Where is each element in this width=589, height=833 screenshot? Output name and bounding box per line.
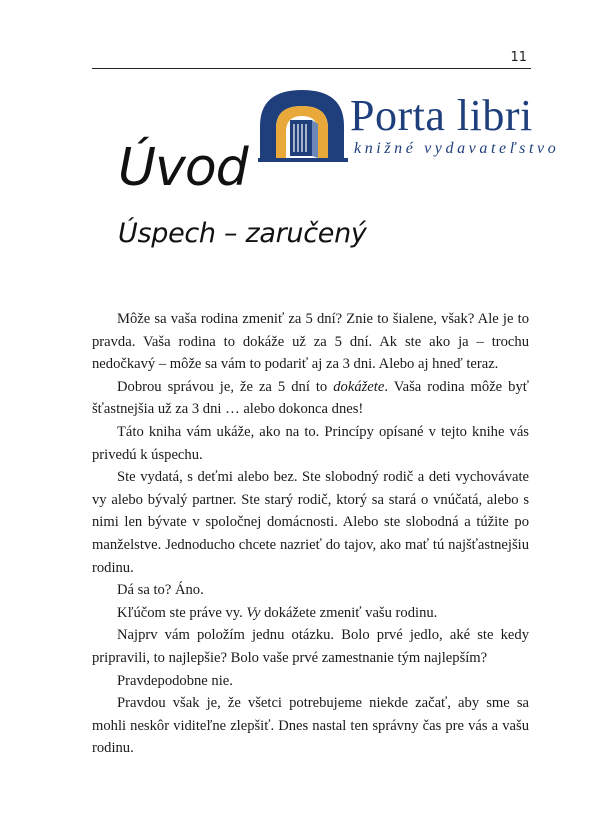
- paragraph: Táto kniha vám ukáže, ako na to. Princípy opísané v tejto knihe vás privedú k úspechu.: [92, 423, 529, 463]
- paragraph: Pravdou však je, že všetci potrebujeme niekde začať, aby sme sa mohli neskôr viditeľne zlepšiť. Dnes nastal ten správny čas pre vás a vašu rodinu.: [92, 695, 529, 757]
- page-number: 11: [510, 50, 527, 65]
- emphasis: Vy: [246, 604, 261, 621]
- publisher-logo: [258, 86, 563, 166]
- body-text: [92, 308, 529, 760]
- header-rule: [92, 68, 531, 69]
- paragraph: Najprv vám položím jednu otázku. Bolo prvé jedlo, aké ste kedy pripravili, to najlepšie? Bolo vaše prvé zamestnanie tým najlepším?: [92, 627, 529, 666]
- paragraph: Ste vydatá, s deťmi alebo bez. Ste slobodný rodič a deti vychovávate vy alebo bývalý partner. Ste starý rodič, ktorý sa stará o vnúčatá, alebo s nimi len bývate v spoločnej domácnosti. Alebo ste slobodná a túžite po manželstve. Jednoducho chcete nazrieť do tajov, ako mať tú najšťastnejšiu rodinu.: [92, 469, 529, 576]
- logo-tagline: knižné vydavateľstvo: [354, 140, 560, 157]
- paragraph: Môže sa vaša rodina zmeniť za 5 dní? Znie to šialene, však? Ale je to pravda. Vaša rodina to dokáže už za 5 dní. Ak ste ako ja – trochu nedočkavý – môže sa vám to podariť aj za 3 dni. Alebo aj hneď teraz.: [92, 311, 529, 373]
- chapter-subtitle: Úspech – zaručený: [118, 218, 367, 249]
- chapter-title: Úvod: [118, 138, 248, 198]
- logo-name: Porta libri: [350, 91, 533, 140]
- book-arch-icon: [258, 86, 350, 166]
- paragraph: Dá sa to? Áno.: [117, 582, 204, 599]
- paragraph: Dobrou správou je, že za 5 dní to dokážete. Vaša rodina môže byť šťastnejšia už za 3 dni … alebo dokonca dnes!: [92, 378, 529, 418]
- paragraph: Kľúčom ste práve vy. Vy dokážete zmeniť vašu rodinu.: [117, 604, 438, 621]
- emphasis: dokážete: [333, 378, 385, 395]
- paragraph: Pravdepodobne nie.: [117, 672, 233, 689]
